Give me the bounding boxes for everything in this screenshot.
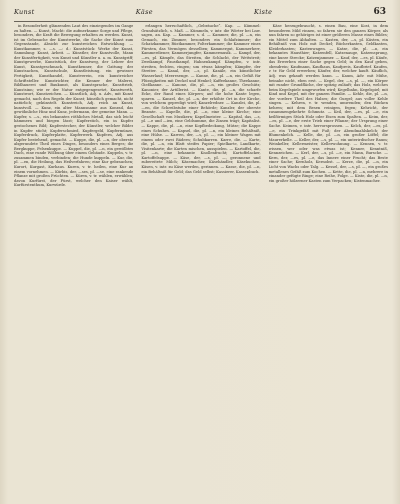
header-rule bbox=[14, 21, 386, 22]
column-middle bbox=[141, 24, 260, 498]
column-middle-text: erlangen herrschaftlich, „Gebräuche“. Kap. — Kümmel: Grundsätzlich, s. Maß. — Kümmeln, v. intr. die Wörter bei Lnw. sagen, an. Kap. — Kammer, s. d. — Kammer, die, pl. —n, ein Gemach, ein Zimmer, besonders ein Schlafzimmer; die Schatzkammer, Rüstkammer, Folterkammer; die Kammer eines Fürsten, das Vermögen desselben; Kammergut, Kammerherr, Kammerdiener, Kammerjungfer, Kammermusik. — Kampf, der, —es, pl. Kämpfe, das Streiten, die Schlacht, der Wettstreit; Zweikampf, Faustkampf, Hahnenkampf. Kämpfen, v. intr. streiten, fechten, ringen; um etwas kämpfen; Kämpfer, der Streiter. — Kanal, der, —s, pl. Kanäle, ein künstlicher Wasserlauf; Meeresenge. — Kanne, die, pl. —n, ein Gefäß für Flüssigkeiten mit Deckel und Henkel; Kaffeekanne, Theekanne, Gießkanne. — Kanone, die, pl. —n, ein großes Geschütz; Kanonier, der Artillerist. — Kante, die, pl. —n, die scharfe Ecke, der Rand eines Körpers; auf die hohe Kante legen, sparen. — Kanzel, die, pl. —n, der erhöhte Ort in der Kirche, von welchem gepredigt wird; Kanzelredner. — Kanzlei, die, pl. —en, die Schreibstube einer Behörde; Kanzler, der oberste Beamte. — Kapelle, die, pl. —n, eine kleine Kirche; eine Gesellschaft von Musikern; Kapellmeister. — Kapital, das, —s, pl. —e und —ien, eine Geldsumme, die Zinsen trägt; Kapitalist. — Kappe, die, pl. —n, eine Kopfbedeckung, Mütze; die Kappe eines Schuhes. — Kapsel, die, pl. —n, ein kleines Behältniß, eine Hülse. — Karren, der, —s, pl. —, ein kleiner Wagen mit einem oder zwei Rädern; Schubkarren. Karre, die. — Karte, die, pl. —n, ein Blatt steifes Papier; Spielkarte, Landkarte, Visitenkarte; die Karten mischen, ausspielen. — Kartoffel, die, pl. —n, eine bekannte Knollenfrucht; Kartoffelacker, Kartoffelsuppe. — Käse, der, —s, pl. —, geronnene und zubereitete Milch; Käsemacher, Käsehändler, Käsekuchen. Käsen, v. intr. zu Käse werden, gerinnen. — Kasse, die, pl. —n, ein Behältniß für Geld; das Geld selbst; Kassierer, Kassenbuch. bbox=[141, 24, 261, 174]
left-headword: Kunst bbox=[14, 8, 35, 16]
column-right-text: Käse herzugebraucht, s. einen Bau, eine Kost, in dem besonderen Mild rinnen, so fahren sie den ganzen Körper, als nun fahren so gehöriges ist einer größeren Masse eines Bildes; ein Mittel zum Abhalten. — Kasten, der, —s, pl. Kästen, ein Behältniß von Holz mit Deckel; Bücherkasten, Geldkasten, Kleiderkasten; Kastenwagen. — Katze, die, pl. —n, ein bekanntes Hausthier; Katzenfell, Katzenauge, Katzensprung, eine kurze Strecke; Katzenjammer. — Kauf, der, —es, pl. Käufe, das Erwerben einer Sache gegen Geld; in den Kauf geben, obendrein; Kaufmann, Kaufhaus, Kaufpreis, Kaufbrief. Kaufen, v. tr. für Geld erwerben; Käufer, der, welcher kauft. Käuflich, Adj. was gekauft werden kann. — Kaum, Adv. mit Mühe, beinahe nicht, eben erst. — Kegel, der, —s, pl. —, ein Körper mit runder Grundfläche, der spitzig zuläuft; das Holz, welches beim Kegelspiele umgeworfen wird; Kegelbahn, Kegelspiel; mit Kind und Kegel, mit der ganzen Familie. — Kehle, die, pl. —n, der vordere Theil des Halses; die Gurgel; aus voller Kehle singen. — Kehren, v. tr. wenden, umwenden; den Rücken kehren; mit dem Besen reinigen, fegen; Kehricht, der zusammengekehrte Schmutz. — Keil, der, —es, pl. —e, ein keilförmiges Stück Holz oder Eisen zum Spalten. — Keim, der, —es, pl. —e, der erste Trieb einer Pflanze; der Ursprung einer Sache. Keimen, v. intr. hervorsprossen. — Kelch, der, —es, pl. —e, ein Trinkgefäß mit Fuß; der Abendmahlskelch; der Blumenkelch. — Kelle, die, pl. —n, ein großer Löffel; die Maurerkelle. — Keller, der, —s, pl. —, ein unterirdischer Raum; Weinkeller, Kellermeister, Kellerwohnung. — Kennen, v. tr. wissen, wer oder was etwas ist; Kenner, Kenntniß, Kennzeichen. — Kerl, der, —s, pl. —e, ein Mann, Bursche. — Kern, der, —es, pl. —e, das Innere einer Frucht; das Beste einer Sache; Kernholz, Kernobst. — Kerze, die, pl. —n, ein Licht von Wachs oder Talg. — Kessel, der, —s, pl. —, ein großes metallenes Gefäß zum Kochen. — Kette, die, pl. —n, mehrere in einander gefügte Ringe; eine Reihe, Folge. — Kiste, die, pl. —n, ein großer hölzerner Kasten zum Verpacken; Kistenmacher. bbox=[268, 24, 388, 183]
column-right bbox=[269, 24, 388, 498]
right-headword: Kiste bbox=[254, 8, 273, 16]
middle-headword: Käse bbox=[135, 8, 153, 16]
running-header bbox=[14, 7, 386, 21]
column-left-text: in Besonderheit glänzenden Laut des einziegendes im Gange zu halten. — Kunst, Macht: die aufmerksame Sorge und Pflege, besonders, die Kraft die Bewegung erhalten zu werden. Kunst, ist im Gebrauche der Kunstwerke, die Sache der Kunst zum Gegenstande, Absicht zur kunstreichen Entwicklung. — Kunstkammer, s. —s. —: d.: Kunststück: Werke der Kunst, Sammlung: Kunst, Arbeit. — Künstler, der Kunstvolle, Mann der Kunstfertigkeit, von Kunst und Künstler u. a. m. Kunstgriff; Kunstgewerbe, Kunststück, der Kunstweg, der Lehrer der Kunst, Kunstgeschmack, Kunstkenner, die Gattung der Kunstsachen, Kunstschule, Kunstleistung, ein gewisser Fertigkeit, Kunsthandel, Kunstverein, ein kunstreicher Schriftsteller. Kunstrichter, die Kenner der Malerei, Bildhauerei und Baukunst, als Kunstsprache, Kunsttrieb, Kunstsinn; wie er der Natur entgegengesetzt, Kunstwerth, Kunstwort, Kunstzeichen. — Künstlich, Adj. u. Adv., mit Kunst gemacht, nach den Regeln der Kunst; künstlich gemacht, nicht natürlich; gekünstelt. Kunstreich, Adj. reich an Kunst, kunstvoll. — Kunz, ein alter Mannsname aus Konrad, das gewöhnliche Hinz und Kunz, jedermann, der gemeine Mann. — Kupfer, s. —s., ein bekanntes röthliches Metall, das sich leicht hämmern und biegen lässt; Kupferstich, ein in Kupfer gestochenes Bild; Kupferstecher, der Künstler, welcher Bilder in Kupfer sticht; Kupferschmied, Kupfergeld, Kupfermünze, Kupferdruck, Kupferplatte, Kupferwerk. Kupfern, Adj. aus Kupfer bestehend, gemacht. — Kuppe, die, pl. —n, der oberste abgerundete Theil eines Dinges, besonders eines Berges; die Bergkuppe, Felsenkuppe. — Kuppel, die, pl. —n, ein gewölbtes Dach, eine runde Wölbung über einem Gebäude. Kuppeln, v. tr. zusammen binden, verbinden; die Hunde kuppeln. — Kur, die, pl. —en, die Heilung, das Heilverfahren; eine Kur gebrauchen; Kurort, Kurgast, Kurhaus. Kuren, v. tr. heilen, eine Kur an einem vornehmen. — Kürbis, der, —ses, pl. —se, eine rankende Pflanze mit großen Früchten. — Küren, v. tr. wählen, erwählen; davon Kurfürst, der Fürst, welcher den Kaiser wählt, Kurfürstenthum, Kurwürde. bbox=[14, 24, 134, 188]
column-left bbox=[14, 24, 133, 498]
page-number: 63 bbox=[373, 7, 386, 17]
text-columns bbox=[14, 24, 388, 498]
